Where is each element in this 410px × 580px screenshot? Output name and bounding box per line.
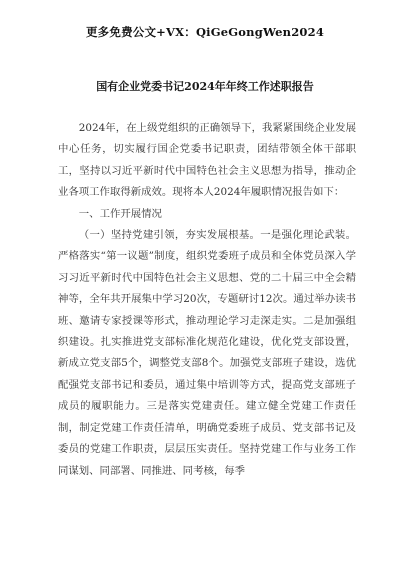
document-body: [58, 118, 356, 482]
watermark-text: 更多免费公文+VX：QiGeGongWen2024: [85, 25, 325, 39]
document-title: 国有企业党委书记2024年年终工作述职报告: [96, 80, 314, 93]
section-heading: 一、工作开展情况: [78, 207, 162, 220]
intro-paragraph: 2024年，在上级党组织的正确领导下，我紧紧围绕企业发展中心任务，切实履行国企党委书记职责，团结带领全体干部职工，坚持以习近平新时代中国特色社会主义思想为指导，推动企业各项工作取得新成效。现将本人2024年履职情况报告如下：: [58, 122, 356, 199]
body-paragraph: （一）坚持党建引领，夯实发展根基。一是强化理论武装。严格落实“第一议题”制度，组织党委班子成员和全体党员深入学习习近平新时代中国特色社会主义思想、党的二十届三中全会精神等，全年共开展集中学习20次，专题研讨12次。通过举办读书班、邀请专家授课等形式，推动理论学习走深走实。二是加强组织建设。扎实推进党支部标准化规范化建设，优化党支部设置，新成立党支部5个，调整党支部8个。加强党支部班子建设，选优配强党支部书记和委员，通过集中培训等方式，提高党支部班子成员的履职能力。三是落实党建责任。建立健全党建工作责任制，制定党建工作责任清单，明确党委班子成员、党支部书记及委员的党建工作职责，层层压实责任。坚持党建工作与业务工作同谋划、同部署、同推进、同考核，每季: [58, 229, 356, 477]
